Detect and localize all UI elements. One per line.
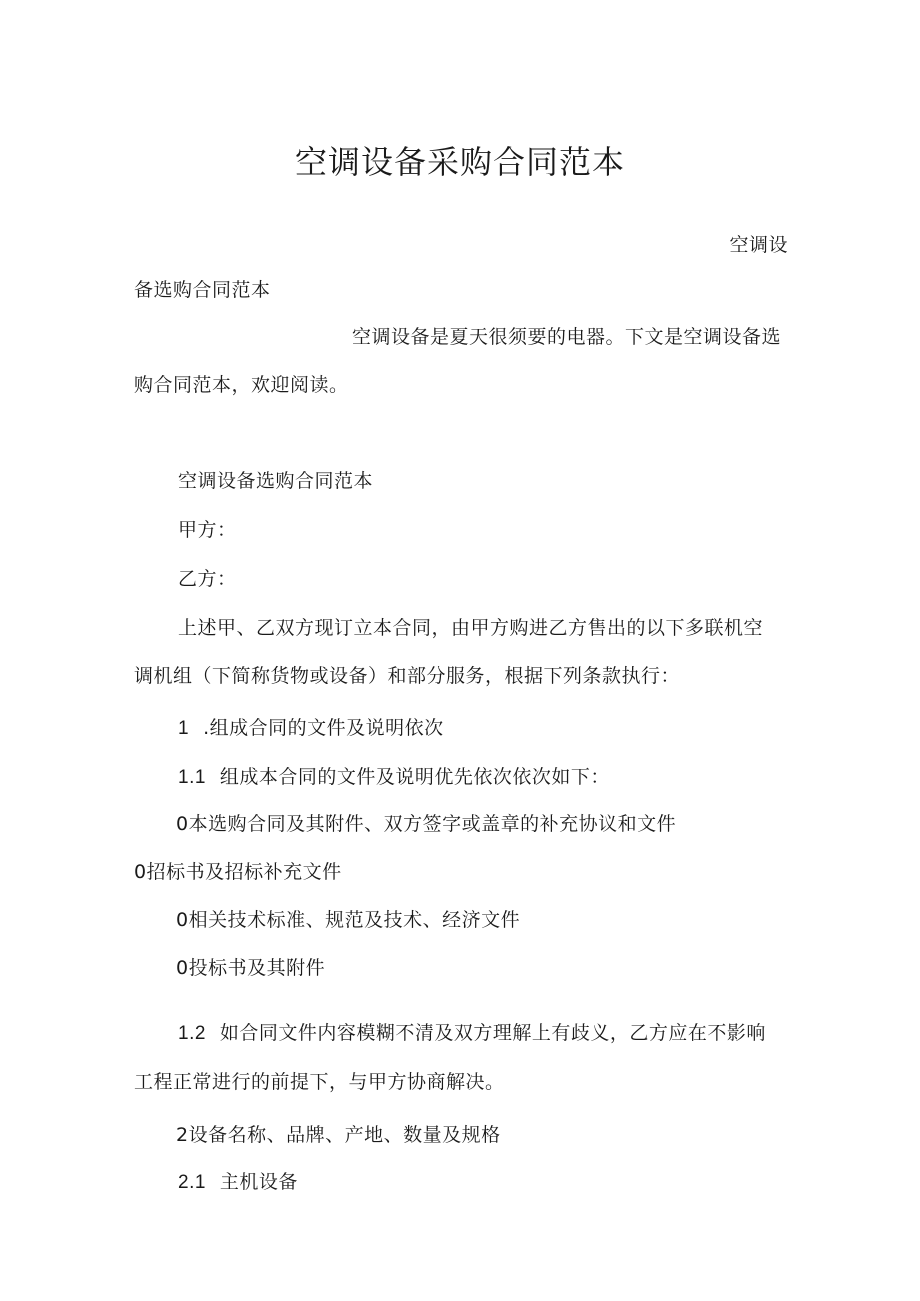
subtitle-line-1: 空调设 [729,234,788,256]
clause-2-1-number: 2.1 [178,1172,206,1193]
clause-1-2-line-1 [178,1021,766,1046]
clause-2-1-text: 主机设备 [219,1171,298,1193]
section-1-number: 1 [178,718,190,739]
section-2-heading: 2设备名称、品牌、产地、数量及规格 [176,1124,501,1146]
contract-heading: 空调设备选购合同范本 [178,470,374,492]
intro-line-1: 空调设备是夏天很须要的电器。下文是空调设备选 [352,326,782,348]
clause-2-1 [178,1170,298,1195]
section-1-heading [178,716,444,741]
preamble-line-1: 上述甲、乙双方现订立本合同，由甲方购进乙方售出的以下多联机空 [178,617,764,639]
preamble-line-2: 调机组（下简称货物或设备）和部分服务，根据下列条款执行： [134,665,681,687]
clause-1-1-number: 1.1 [178,767,206,788]
clause-1-1-text: 组成本合同的文件及说明优先依次依次如下： [219,766,610,788]
list-item-d: 0投标书及其附件 [176,957,326,979]
list-item-c: 0相关技术标准、规范及技术、经济文件 [176,909,521,931]
document-title: 空调设备采购合同范本 [294,143,625,181]
clause-1-2-text: 如合同文件内容模糊不清及双方理解上有歧义，乙方应在不影响 [219,1022,766,1044]
party-b-label: 乙方： [178,568,237,590]
clause-1-2-number: 1.2 [178,1023,206,1044]
clause-1-1 [178,765,610,790]
list-item-b: 0招标书及招标补充文件 [134,861,342,883]
intro-line-2: 购合同范本，欢迎阅读。 [134,374,349,396]
list-item-a: 0本选购合同及其附件、双方签字或盖章的补充协议和文件 [176,813,677,835]
section-1-title: .组成合同的文件及说明依次 [203,717,444,739]
party-a-label: 甲方： [178,519,237,541]
subtitle-line-2: 备选购合同范本 [134,279,271,301]
clause-1-2-line-2: 工程正常进行的前提下，与甲方协商解决。 [134,1071,505,1093]
